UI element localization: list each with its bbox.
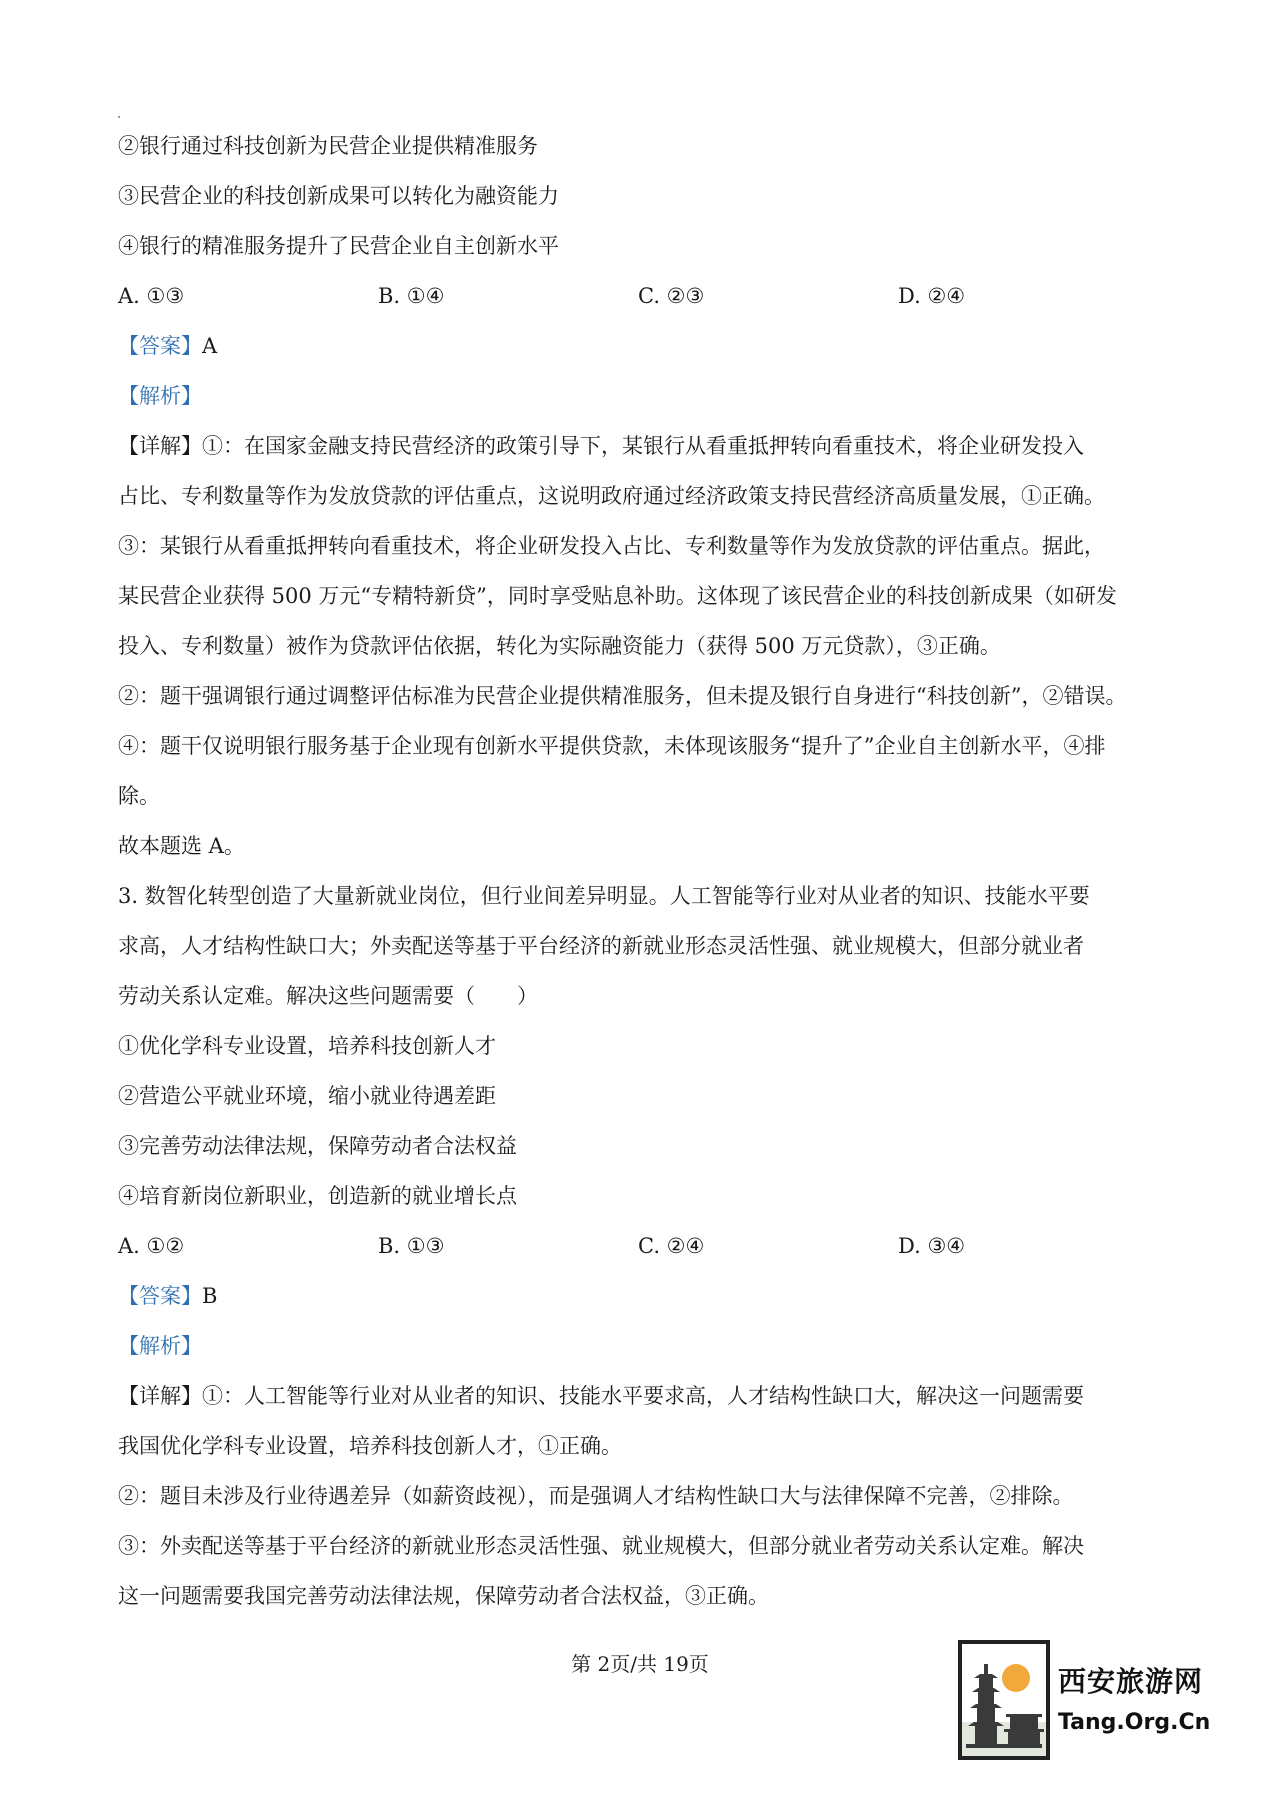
- q3-stem-line: 劳动关系认定难。解决这些问题需要（ ）: [118, 984, 538, 1008]
- q2-detail-line: [118, 431, 1084, 461]
- q3-option-c: C. ②④: [638, 1234, 705, 1258]
- q2-item-2: ②银行通过科技创新为民营企业提供精准服务: [118, 134, 538, 158]
- logo-url: Tang.Org.Cn: [1058, 1710, 1211, 1735]
- q2-option-b: B. ①④: [378, 284, 445, 308]
- q3-option-a: A. ①②: [118, 1234, 185, 1258]
- page-footer: 第 2页/共 19页: [571, 1652, 709, 1676]
- q3-detail-line: ②：题目未涉及行业待遇差异（如薪资歧视），而是强调人才结构性缺口大与法律保障不完善，②排除。: [118, 1484, 1074, 1508]
- q2-option-c: C. ②③: [638, 284, 705, 308]
- q3-option-b: B. ①③: [378, 1234, 445, 1258]
- q3-item-4: ④培育新岗位新职业，创造新的就业增长点: [118, 1184, 517, 1208]
- q2-answer: [118, 331, 217, 361]
- q2-conclusion: 故本题选 A。: [118, 834, 245, 858]
- q2-item-4: ④银行的精准服务提升了民营企业自主创新水平: [118, 234, 559, 258]
- q2-detail-line: 某民营企业获得 500 万元“专精特新贷”，同时享受贴息补助。这体现了该民营企业的科技创新成果（如研发: [118, 584, 1117, 608]
- q2-detail-line: 投入、专利数量）被作为贷款评估依据，转化为实际融资能力（获得 500 万元贷款），③正确。: [118, 634, 1001, 658]
- q2-detail-line: ④：题干仅说明银行服务基于企业现有创新水平提供贷款，未体现该服务“提升了”企业自主创新水平，④排: [118, 734, 1106, 758]
- pagoda-icon: [958, 1640, 1050, 1760]
- q2-option-a: A. ①③: [118, 284, 185, 308]
- q3-option-d: D. ③④: [898, 1234, 966, 1258]
- q3-answer: [118, 1281, 217, 1311]
- q3-stem-line: 求高，人才结构性缺口大；外卖配送等基于平台经济的新就业形态灵活性强、就业规模大，但部分就业者: [118, 934, 1084, 958]
- q3-analysis-tag: 【解析】: [118, 1334, 202, 1358]
- answer-value: A: [202, 334, 218, 358]
- q3-detail-line: 我国优化学科专业设置，培养科技创新人才，①正确。: [118, 1434, 622, 1458]
- answer-tag: 【答案】: [118, 1284, 202, 1308]
- answer-value: B: [202, 1284, 218, 1308]
- detail-text: ①：人工智能等行业对从业者的知识、技能水平要求高，人才结构性缺口大，解决这一问题需要: [202, 1384, 1084, 1408]
- q2-detail-line: ②：题干强调银行通过调整评估标准为民营企业提供精准服务，但未提及银行自身进行“科技创新”，②错误。: [118, 684, 1127, 708]
- q2-item-3: ③民营企业的科技创新成果可以转化为融资能力: [118, 184, 559, 208]
- q3-item-1: ①优化学科专业设置，培养科技创新人才: [118, 1034, 496, 1058]
- detail-tag: 【详解】: [118, 1384, 202, 1408]
- q3-item-2: ②营造公平就业环境，缩小就业待遇差距: [118, 1084, 496, 1108]
- q2-detail-line: 除。: [118, 784, 160, 808]
- answer-tag: 【答案】: [118, 334, 202, 358]
- logo-title: 西安旅游网: [1058, 1665, 1204, 1698]
- detail-text: ①：在国家金融支持民营经济的政策引导下，某银行从看重抵押转向看重技术，将企业研发投入: [202, 434, 1084, 458]
- q2-analysis-tag: 【解析】: [118, 384, 202, 408]
- q2-option-d: D. ②④: [898, 284, 966, 308]
- q3-item-3: ③完善劳动法律法规，保障劳动者合法权益: [118, 1134, 517, 1158]
- page-mark: [118, 116, 120, 118]
- q2-detail-line: ③：某银行从看重抵押转向看重技术，将企业研发投入占比、专利数量等作为发放贷款的评估重点。据此，: [118, 534, 1105, 558]
- detail-tag: 【详解】: [118, 434, 202, 458]
- q3-detail-line: ③：外卖配送等基于平台经济的新就业形态灵活性强、就业规模大，但部分就业者劳动关系认定难。解决: [118, 1534, 1084, 1558]
- q3-detail-line: 这一问题需要我国完善劳动法律法规，保障劳动者合法权益，③正确。: [118, 1584, 769, 1608]
- site-logo[interactable]: [958, 1640, 1218, 1760]
- q3-stem-line: 3. 数智化转型创造了大量新就业岗位，但行业间差异明显。人工智能等行业对从业者的知识、技能水平要: [118, 884, 1090, 908]
- q3-detail-line: [118, 1381, 1084, 1411]
- q2-detail-line: 占比、专利数量等作为发放贷款的评估重点，这说明政府通过经济政策支持民营经济高质量发展，①正确。: [118, 484, 1105, 508]
